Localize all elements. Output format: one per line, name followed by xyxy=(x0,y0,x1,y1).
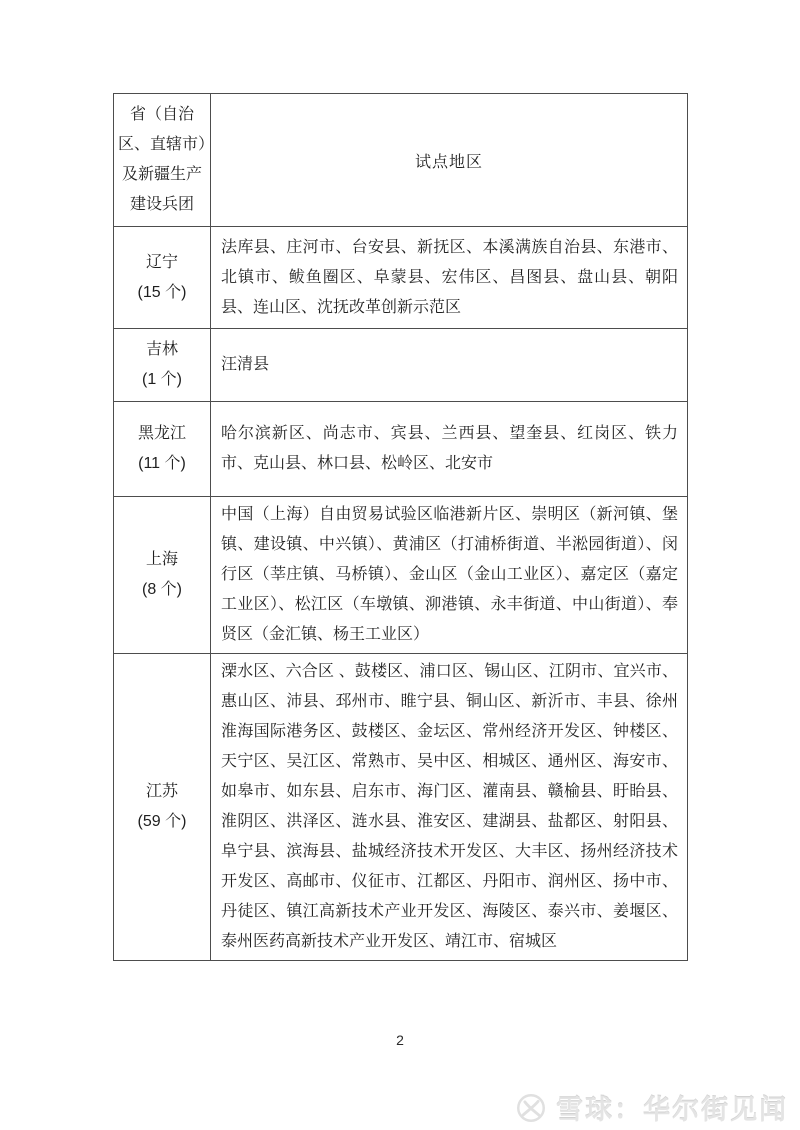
table-row-heilongjiang xyxy=(114,402,688,497)
table-header-row xyxy=(114,94,688,227)
province-cell xyxy=(114,402,211,497)
table-row-jiangsu xyxy=(114,654,688,961)
areas-cell: 中国（上海）自由贸易试验区临港新片区、崇明区（新河镇、堡镇、建设镇、中兴镇）、黄浦区（打浦桥街道、半淞园街道）、闵行区（莘庄镇、马桥镇）、金山区（金山工业区）、嘉定区（嘉定工业区）、松江区（车墩镇、泖港镇、永丰街道、中山街道）、奉贤区（金汇镇、杨王工业区） xyxy=(211,497,688,654)
table-row-liaoning xyxy=(114,227,688,329)
watermark-text: 雪球：华尔街见闻 xyxy=(556,1095,788,1125)
province-name: 吉林 xyxy=(145,341,178,358)
province-cell xyxy=(114,497,211,654)
province-cell xyxy=(114,329,211,402)
pilot-areas-table xyxy=(113,93,688,961)
province-name: 江苏 xyxy=(145,783,178,800)
areas-cell: 哈尔滨新区、尚志市、宾县、兰西县、望奎县、红岗区、铁力市、克山县、林口县、松岭区、北安市 xyxy=(211,402,688,497)
province-name: 黑龙江 xyxy=(137,425,186,442)
header-province-column: 省（自治区、直辖市）及新疆生产建设兵团 xyxy=(114,94,211,227)
province-count: (11 个) xyxy=(138,455,186,472)
province-name: 上海 xyxy=(145,551,178,568)
province-cell xyxy=(114,654,211,961)
table-row-shanghai xyxy=(114,497,688,654)
xueqiu-logo-icon xyxy=(514,1091,548,1125)
watermark xyxy=(514,1088,788,1127)
province-count: (8 个) xyxy=(141,581,182,598)
province-count: (15 个) xyxy=(137,283,187,301)
province-count: (1 个) xyxy=(141,371,182,388)
header-areas-column: 试点地区 xyxy=(211,94,688,227)
areas-cell: 法库县、庄河市、台安县、新抚区、本溪满族自治县、东港市、北镇市、鲅鱼圈区、阜蒙县、宏伟区、昌图县、盘山县、朝阳县、连山区、沈抚改革创新示范区 xyxy=(211,227,688,329)
province-name: 辽宁 xyxy=(145,253,178,271)
page-number: 2 xyxy=(396,1032,404,1048)
areas-cell: 汪清县 xyxy=(211,329,688,402)
areas-cell: 溧水区、六合区 、鼓楼区、浦口区、锡山区、江阴市、宜兴市、惠山区、沛县、邳州市、睢宁县、铜山区、新沂市、丰县、徐州淮海国际港务区、鼓楼区、金坛区、常州经济开发区、钟楼区、天宁区、吴江区、常熟市、吴中区、相城区、通州区、海安市、如皋市、如东县、启东市、海门区、灌南县、赣榆县、盱眙县、淮阴区、洪泽区、涟水县、淮安区、建湖县、盐都区、射阳县、阜宁县、滨海县、盐城经济技术开发区、大丰区、扬州经济技术开发区、高邮市、仪征市、江都区、丹阳市、润州区、扬中市、丹徒区、镇江高新技术产业开发区、海陵区、泰兴市、姜堰区、泰州医药高新技术产业开发区、靖江市、宿城区 xyxy=(211,654,688,961)
table-row-jilin xyxy=(114,329,688,402)
province-count: (59 个) xyxy=(137,813,187,830)
province-cell xyxy=(114,227,211,329)
